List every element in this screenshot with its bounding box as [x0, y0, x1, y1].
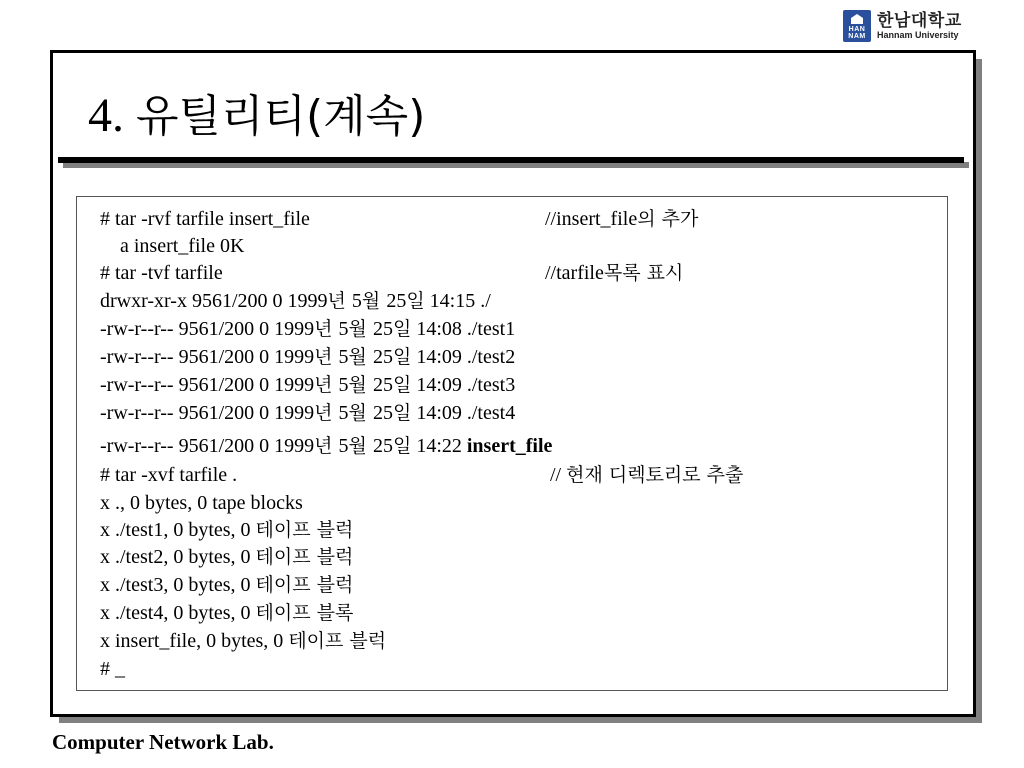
extract-output-line [100, 600, 353, 626]
extract-output-line [100, 572, 353, 598]
extract-line-korean: 테이프 블록 [255, 602, 354, 624]
listing-file-entry [100, 316, 515, 342]
command-list: # tar -tvf tarfile [100, 262, 223, 284]
university-logo [843, 6, 962, 46]
slide-title-text: 유틸리티(계속) [136, 91, 426, 142]
listing-file-entry [100, 344, 515, 370]
title-rule [58, 157, 964, 163]
entry-day-label: 일 [392, 346, 412, 368]
comment-list-code: //tarfile [545, 262, 604, 284]
entry-month: 5 [338, 374, 349, 396]
listing-insert-entry [100, 433, 552, 459]
entry-filename-bold: insert_file [466, 435, 553, 457]
comment-extract-code: // [550, 464, 567, 486]
output-append: a insert_file 0K [120, 235, 245, 257]
footer-lab-name: Computer Network Lab. [52, 730, 274, 754]
comment-list [545, 260, 683, 286]
entry-month-label: 월 [348, 318, 373, 340]
entry-month-label: 월 [348, 346, 373, 368]
entry-day: 25 [386, 290, 407, 312]
entry-prefix: -rw-r--r-- 9561/200 0 1999 [100, 374, 315, 396]
entry-day-label: 일 [392, 435, 412, 457]
entry-year-label: 년 [314, 402, 339, 424]
comment-append-code: //insert_file [545, 208, 638, 230]
extract-output-line [100, 517, 353, 543]
extract-output-line [100, 628, 386, 654]
entry-prefix: -rw-r--r-- 9561/200 0 1999 [100, 318, 315, 340]
entry-day: 25 [372, 402, 393, 424]
logo-text [877, 12, 962, 41]
extract-line-text: x ./test2, 0 bytes, 0 [100, 546, 256, 568]
entry-year-label: 년 [314, 435, 339, 457]
entry-month-label: 월 [348, 435, 373, 457]
entry-month: 5 [338, 402, 349, 424]
extract-line-korean: 테이프 블럭 [255, 519, 354, 541]
comment-extract [550, 462, 743, 488]
extract-line-text: x ./test4, 0 bytes, 0 [100, 602, 256, 624]
entry-month: 5 [351, 290, 362, 312]
slide-title [88, 86, 425, 147]
entry-prefix: -rw-r--r-- 9561/200 0 1999 [100, 435, 315, 457]
entry-day: 25 [372, 346, 393, 368]
entry-prefix: drwxr-xr-x 9561/200 0 1999 [100, 290, 328, 312]
entry-day: 25 [372, 435, 393, 457]
logo-name-korean: 한남대학교 [877, 10, 962, 31]
entry-day: 25 [372, 318, 393, 340]
entry-year-label: 년 [314, 346, 339, 368]
extract-line-text: x ./test1, 0 bytes, 0 [100, 519, 256, 541]
entry-month-label: 월 [348, 402, 373, 424]
entry-year-label: 년 [314, 318, 339, 340]
extract-line-korean: 테이프 블럭 [288, 630, 387, 652]
shell-prompt: # _ [100, 658, 125, 680]
listing-dir-entry [100, 288, 491, 314]
extract-line-text: x ., 0 bytes, 0 tape blocks [100, 492, 303, 514]
logo-name-english: Hannam University [877, 29, 959, 40]
extract-line-text: x ./test3, 0 bytes, 0 [100, 574, 256, 596]
entry-time-path: 14:15 ./ [424, 290, 491, 312]
entry-day-label: 일 [392, 318, 412, 340]
entry-time-path: 14:09 ./test3 [411, 374, 516, 396]
comment-append-text: 의 추가 [637, 208, 699, 230]
listing-file-entry [100, 372, 515, 398]
entry-day-label: 일 [406, 290, 425, 312]
command-append: # tar -rvf tarfile insert_file [100, 208, 310, 230]
entry-day: 25 [372, 374, 393, 396]
university-emblem-icon [843, 10, 871, 42]
comment-extract-text: 현재 디렉토리로 추출 [566, 464, 744, 486]
comment-append [545, 206, 698, 232]
entry-day-label: 일 [392, 402, 412, 424]
entry-time: 14:22 [411, 435, 467, 457]
entry-prefix: -rw-r--r-- 9561/200 0 1999 [100, 346, 315, 368]
comment-list-text: 목록 표시 [603, 262, 684, 284]
entry-time-path: 14:08 ./test1 [411, 318, 516, 340]
entry-month: 5 [338, 318, 349, 340]
entry-year-label: 년 [314, 374, 339, 396]
extract-output-line [100, 490, 303, 516]
emblem-text: HAN NAM [848, 26, 866, 40]
entry-day-label: 일 [392, 374, 412, 396]
entry-month-label: 월 [361, 290, 387, 312]
entry-time-path: 14:09 ./test4 [411, 402, 516, 424]
extract-output-line [100, 544, 353, 570]
entry-month: 5 [338, 346, 349, 368]
extract-line-korean: 테이프 블럭 [255, 546, 354, 568]
entry-time-path: 14:09 ./test2 [411, 346, 516, 368]
slide-title-number: 4. [88, 89, 136, 142]
listing-file-entry [100, 400, 515, 426]
extract-line-text: x insert_file, 0 bytes, 0 [100, 630, 289, 652]
extract-line-korean: 테이프 블럭 [255, 574, 354, 596]
entry-prefix: -rw-r--r-- 9561/200 0 1999 [100, 402, 315, 424]
entry-month-label: 월 [348, 374, 373, 396]
command-extract: # tar -xvf tarfile . [100, 464, 238, 486]
entry-year-label: 년 [327, 290, 352, 312]
entry-month: 5 [338, 435, 349, 457]
